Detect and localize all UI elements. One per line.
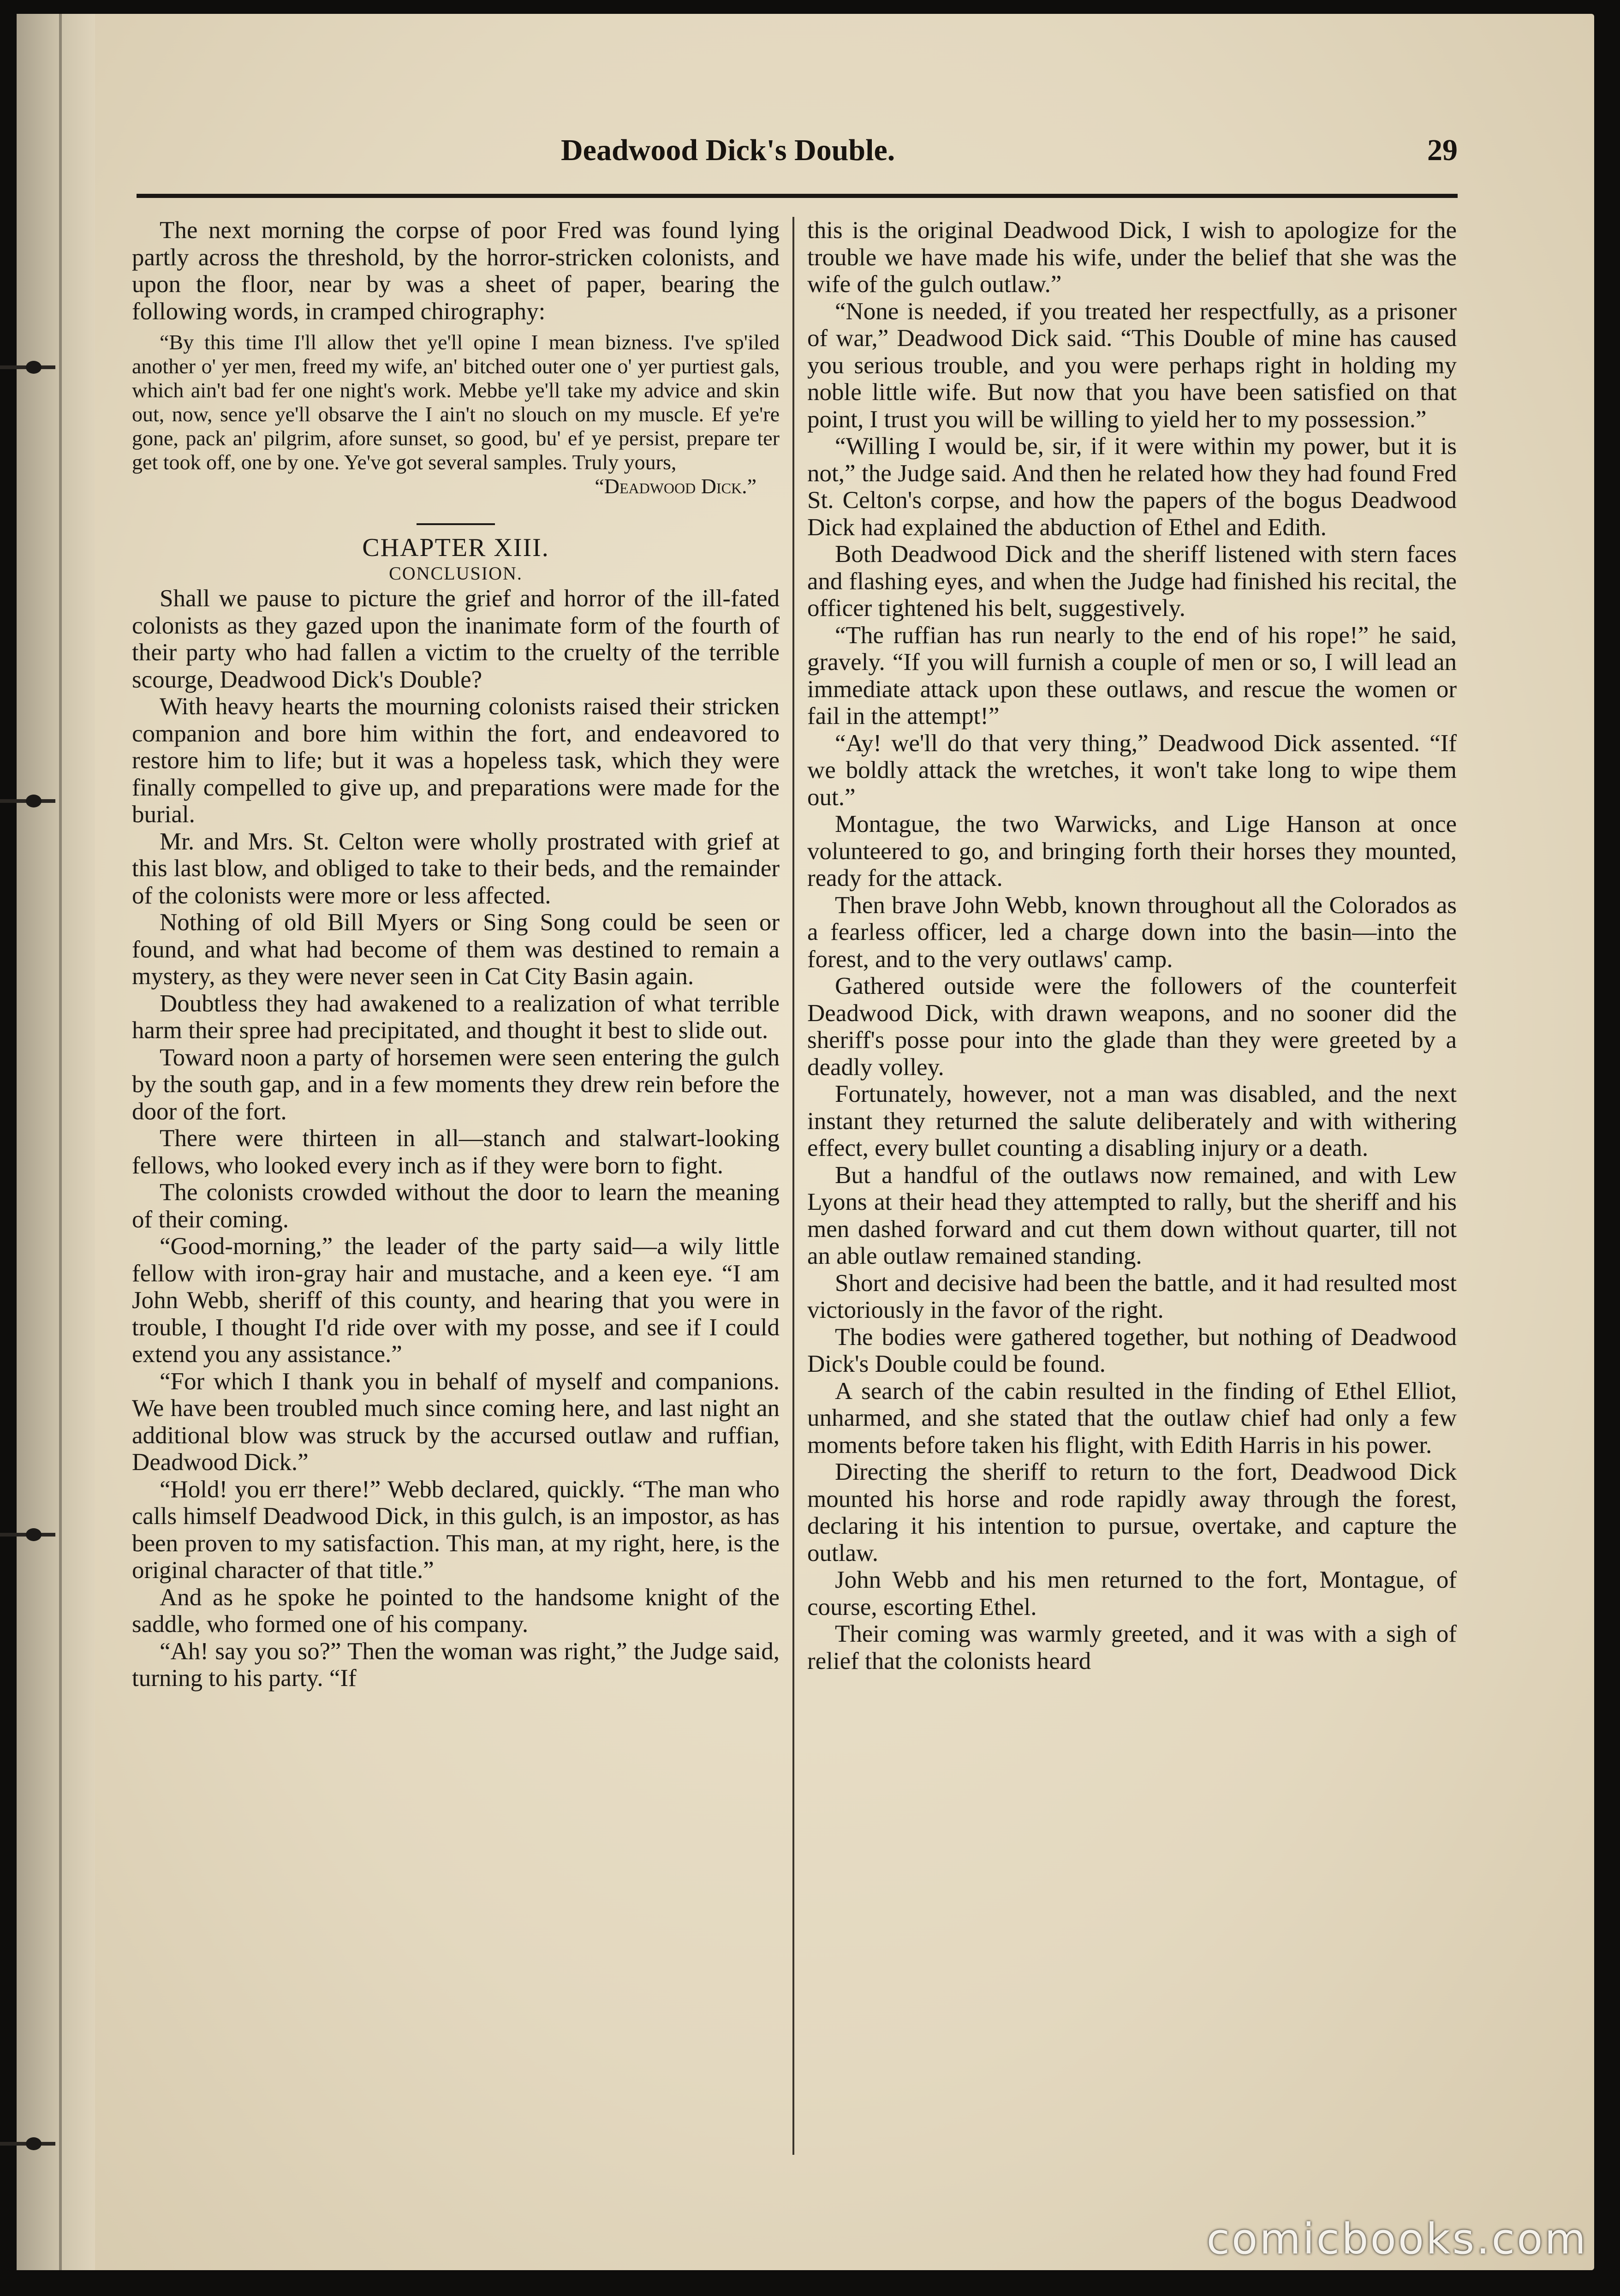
paragraph: Montague, the two Warwicks, and Lige Hanson at once volunteered to go, and bringing forth their horses they mounted, ready for the attack. [807, 811, 1457, 891]
continued-paragraph: this is the original Deadwood Dick, I wish to apologize for the trouble we have made his wife, under the belief that she was the wife of the gulch outlaw.” [807, 217, 1457, 298]
opening-paragraph: The next morning the corpse of poor Fred was found lying partly across the threshold, by the horror-stricken colonists, and upon the floor, near by was a sheet of paper, bearing the following words, in cramped chirography: [132, 217, 780, 325]
left-column [132, 217, 780, 2159]
paragraph: Fortunately, however, not a man was disabled, and the next instant they returned the salute deliberately and with withering effect, every bullet counting a disabling injury or a death. [807, 1081, 1457, 1161]
stitch-hole [0, 351, 69, 383]
paragraph: Both Deadwood Dick and the sheriff listened with stern faces and flashing eyes, and when the Judge had finished his recital, the officer tightened his belt, suggestively. [807, 541, 1457, 622]
chapter-title: CHAPTER XIII. [362, 533, 549, 562]
paragraph: “Willing I would be, sir, if it were within my power, but it is not,” the Judge said. And then he related how they had found Fred St. Celton's corpse, and how the papers of the bogus Deadwood Dick had explained the abduction of Ethel and Edith. [807, 433, 1457, 541]
running-title: Deadwood Dick's Double. [561, 133, 895, 167]
outlaw-letter: “By this time I'll allow thet ye'll opine I mean bizness. I've sp'iled another o' yer men, freed my wife, an' bitched outer one o' yer purtiest gals, which ain't bad fer one night's work. Mebbe ye'll take my advice and skin out, now, sence ye'll obsarve the I ain't no slouch on my muscle. Ef ye're gone, pack an' pilgrim, afore sunset, so good, bu' ef ye persist, prepare ter get took off, one by one. Ye've got several samples. Truly yours, [132, 330, 780, 474]
paragraph: Directing the sheriff to return to the fort, Deadwood Dick mounted his horse and rode rapidly away through the forest, declaring it his intention to pursue, overtake, and capture the outlaw. [807, 1459, 1457, 1567]
paragraph: A search of the cabin resulted in the finding of Ethel Elliot, unharmed, and she stated that the outlaw chief had only a few moments before taken his flight, with Edith Harris in his power. [807, 1377, 1457, 1459]
stitch-hole [0, 2127, 69, 2159]
paragraph: “Ah! say you so?” Then the woman was right,” the Judge said, turning to his party. “If [132, 1638, 780, 1692]
paragraph: “None is needed, if you treated her respectfully, as a prisoner of war,” Deadwood Dick said. “This Double of mine has caused you serious trouble, and you were perhaps right in holding my noble little wife. But now that you have been satisfied on that point, I trust you will be willing to yield her to my possession.” [807, 298, 1457, 433]
paragraph: Shall we pause to picture the grief and horror of the ill-fated colonists as they gazed upon the inanimate form of the fourth of their party who had fallen a victim to the cruelty of the terrible scourge, Deadwood Dick's Double? [132, 585, 780, 693]
right-column [807, 217, 1457, 2159]
paragraph: The bodies were gathered together, but nothing of Deadwood Dick's Double could be found. [807, 1323, 1457, 1377]
paragraph: With heavy hearts the mourning colonists raised their stricken companion and bore him within the fort, and endeavored to restore him to life; but it was a hopeless task, which they were finally compelled to give up, and preparations were made for the burial. [132, 693, 780, 828]
letter-signature: “Deadwood Dick.” [595, 474, 756, 498]
paragraph: Their coming was warmly greeted, and it was with a sigh of relief that the colonists heard [807, 1620, 1457, 1674]
paragraph: Doubtless they had awakened to a realization of what terrible harm their spree had precipitated, and thought it best to slide out. [132, 990, 780, 1044]
paragraph: But a handful of the outlaws now remained, and with Lew Lyons at their head they attempted to rally, but the sheriff and his men dashed forward and cut them down without quarter, till not an able outlaw remained standing. [807, 1161, 1457, 1269]
page-number: 29 [1427, 133, 1458, 167]
site-watermark: comicbooks.com [1206, 2214, 1588, 2264]
paragraph: And as he spoke he pointed to the handsome knight of the saddle, who formed one of his company. [132, 1584, 780, 1638]
paragraph: “Ay! we'll do that very thing,” Deadwood Dick assented. “If we boldly attack the wretches, it won't take long to wipe them out.” [807, 729, 1457, 811]
stitch-hole [0, 784, 69, 817]
paragraph: Gathered outside were the followers of the counterfeit Deadwood Dick, with drawn weapons, and no sooner did the sheriff's posse pour into the glade than they were greeted by a deadly volley. [807, 973, 1457, 1081]
paragraph: “Hold! you err there!” Webb declared, quickly. “The man who calls himself Deadwood Dick, in this gulch, is an impostor, as has been proven to my satisfaction. This man, at my right, here, is the original character of that title.” [132, 1476, 780, 1584]
paragraph: “For which I thank you in behalf of myself and companions. We have been troubled much since coming here, and last night an additional blow was struck by the accursed outlaw and ruffian, Deadwood Dick.” [132, 1368, 780, 1476]
running-header [137, 133, 1458, 174]
chapter-subtitle: CONCLUSION. [389, 563, 523, 584]
paragraph: Nothing of old Bill Myers or Sing Song could be seen or found, and what had become of them was destined to remain a mystery, as they were never seen in Cat City Basin again. [132, 909, 780, 990]
column-divider [792, 217, 794, 2155]
paragraph: Then brave John Webb, known throughout all the Colorados as a fearless officer, led a charge down into the basin—into the forest, and to the very outlaws' camp. [807, 891, 1457, 973]
header-rule [137, 194, 1458, 198]
paragraph: The colonists crowded without the door to learn the meaning of their coming. [132, 1179, 780, 1233]
paragraph: There were thirteen in all—stanch and stalwart-looking fellows, who looked every inch as if they were born to fight. [132, 1125, 780, 1179]
paragraph: Toward noon a party of horsemen were seen entering the gulch by the south gap, and in a few moments they drew rein before the door of the fort. [132, 1044, 780, 1125]
paragraph: Mr. and Mrs. St. Celton were wholly prostrated with grief at this last blow, and obliged to take to their beds, and the remainder of the colonists were more or less affected. [132, 828, 780, 909]
section-divider [417, 523, 495, 525]
paragraph: Short and decisive had been the battle, and it had resulted most victoriously in the favor of the right. [807, 1269, 1457, 1323]
paragraph: “The ruffian has run nearly to the end of his rope!” he said, gravely. “If you will furnish a couple of men or so, I will lead an immediate attack upon these outlaws, and rescue the women or fail in the attempt!” [807, 622, 1457, 729]
paragraph: “Good-morning,” the leader of the party said—a wily little fellow with iron-gray hair and mustache, and a keen eye. “I am John Webb, sheriff of this county, and hearing that you were in trouble, I thought I'd ride over with my posse, and see if I could extend you any assistance.” [132, 1233, 780, 1368]
stitch-hole [0, 1518, 69, 1550]
paragraph: John Webb and his men returned to the fort, Montague, of course, escorting Ethel. [807, 1567, 1457, 1620]
